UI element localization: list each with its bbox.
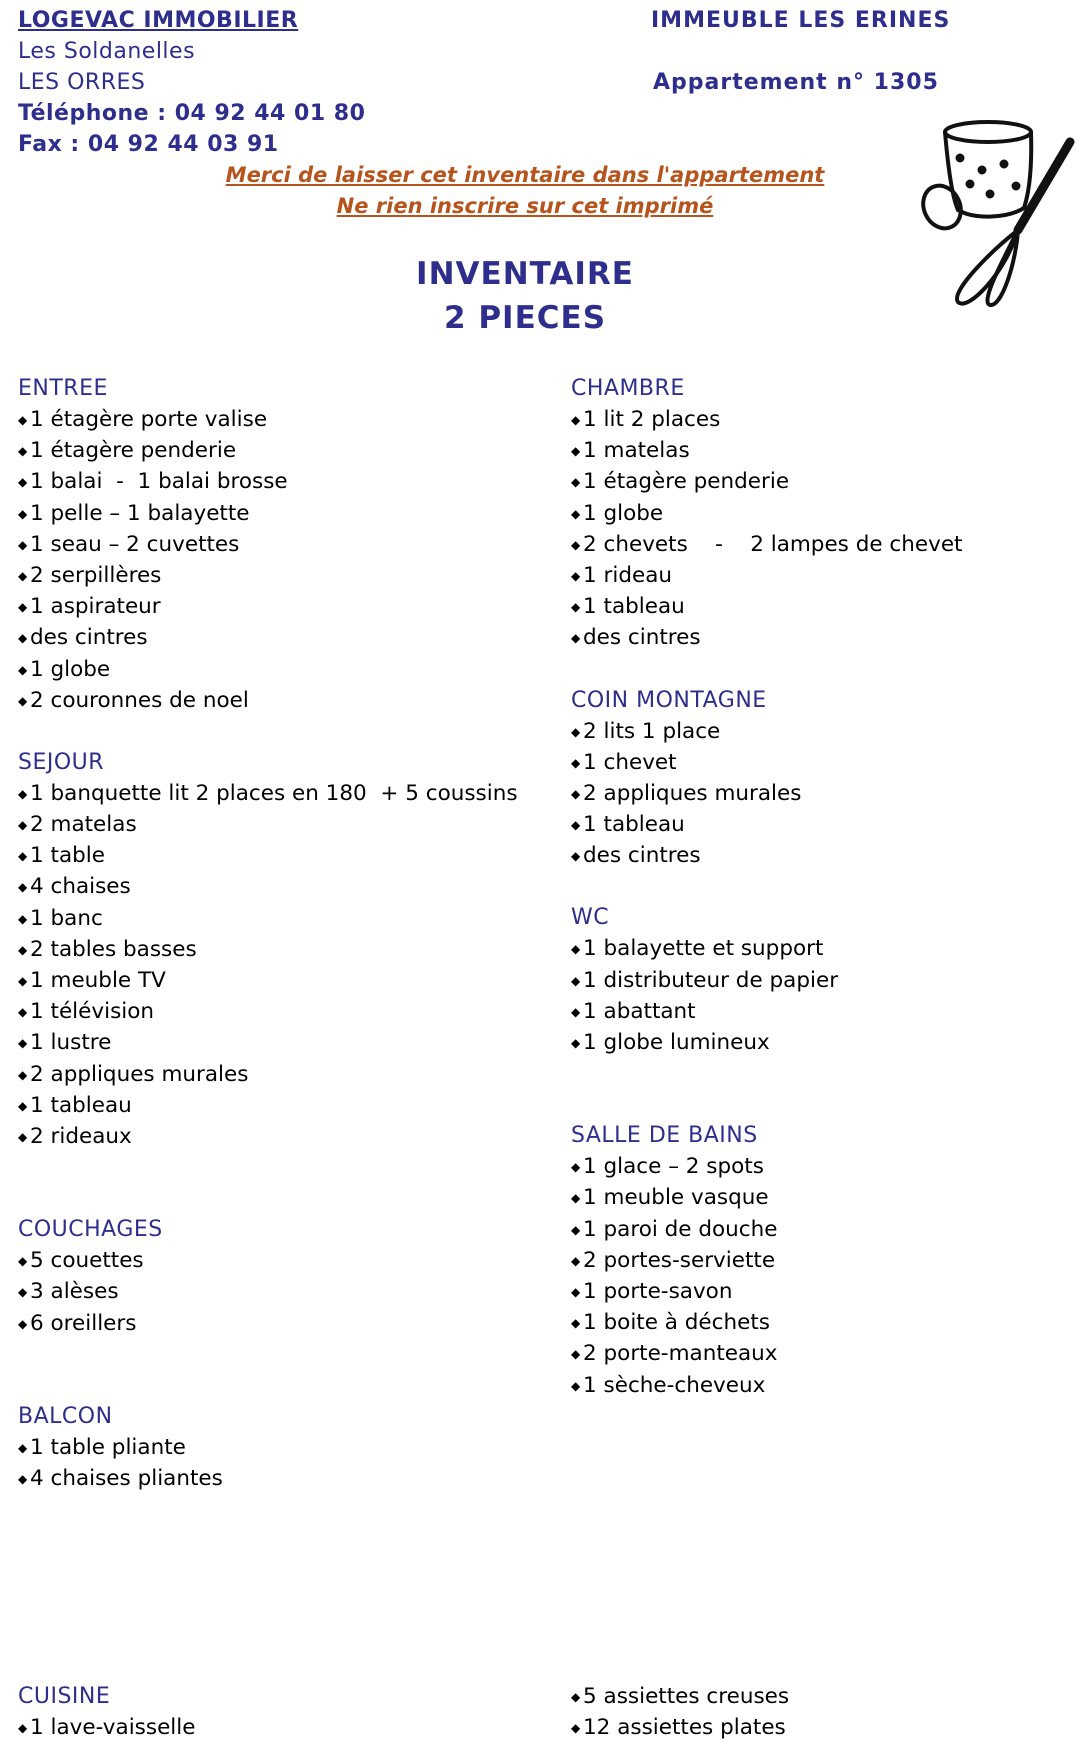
bullet-icon: ◆ [571, 1690, 581, 1704]
bullet-icon: ◆ [18, 444, 28, 459]
company-name: LOGEVAC IMMOBILIER [18, 8, 299, 33]
item-label: 1 lave-vaisselle [30, 1715, 196, 1740]
item-label: 2 porte-manteaux [583, 1341, 778, 1367]
inventory-item [18, 529, 538, 560]
bullet-icon: ◆ [571, 1347, 581, 1362]
item-label: 1 étagère porte valise [30, 407, 268, 432]
inventory-item [18, 965, 538, 996]
bullet-icon: ◆ [18, 1721, 28, 1735]
inventory-item [18, 840, 538, 871]
bullet-icon: ◆ [571, 849, 581, 864]
page-title: INVENTAIRE [416, 256, 634, 292]
inventory-item [571, 1276, 1071, 1307]
bullet-icon: ◆ [18, 1098, 28, 1113]
item-label: 1 abattant [583, 998, 696, 1024]
section-cuisine [18, 1681, 538, 1743]
section-title: CHAMBRE [571, 376, 685, 401]
section-title: ENTREE [18, 376, 108, 401]
bullet-icon: ◆ [18, 475, 28, 490]
item-label: des cintres [30, 625, 148, 651]
item-label: 1 globe [30, 656, 111, 682]
inventory-item [18, 996, 538, 1027]
inventory-item [18, 871, 538, 902]
bullet-icon: ◆ [571, 568, 581, 583]
item-list [571, 404, 1071, 654]
item-label: 2 rideaux [30, 1123, 132, 1149]
inventory-item [571, 996, 1071, 1027]
item-label: 1 aspirateur [30, 594, 161, 620]
item-label: 1 tableau [30, 1092, 132, 1118]
bullet-icon: ◆ [18, 568, 28, 583]
inventory-item [18, 404, 538, 435]
inventory-item [571, 1338, 1071, 1369]
item-label: 2 appliques murales [30, 1061, 249, 1087]
item-label: 4 chaises [30, 874, 131, 900]
bullet-icon: ◆ [571, 1284, 581, 1299]
inventory-item [18, 1463, 538, 1494]
item-label: 1 étagère penderie [583, 469, 790, 495]
item-label: 2 lits 1 place [583, 718, 721, 744]
right-column [571, 373, 1071, 1401]
item-label: 1 distributeur de papier [583, 967, 839, 993]
inventory-item [18, 903, 538, 934]
item-label: 1 sèche-cheveux [583, 1372, 766, 1398]
inventory-item [571, 1681, 1071, 1712]
section-balcon [18, 1401, 538, 1494]
inventory-item [571, 1182, 1071, 1213]
address-line-1: Les Soldanelles [18, 39, 196, 64]
inventory-item [18, 934, 538, 965]
bullet-icon: ◆ [18, 537, 28, 552]
item-list [571, 933, 1071, 1058]
item-list [18, 1712, 538, 1743]
inventory-item [571, 778, 1071, 809]
item-label: 2 appliques murales [583, 780, 802, 806]
bullet-icon: ◆ [18, 818, 28, 833]
section-entree [18, 373, 538, 716]
inventory-item [571, 716, 1071, 747]
bullet-icon: ◆ [18, 1036, 28, 1051]
inventory-item [571, 529, 1071, 560]
bullet-icon: ◆ [571, 1316, 581, 1331]
item-label: des cintres [583, 843, 701, 869]
item-label: des cintres [583, 625, 701, 651]
bullet-icon: ◆ [18, 1129, 28, 1144]
phone-number: Téléphone : 04 92 44 01 80 [18, 101, 366, 126]
bullet-icon: ◆ [18, 600, 28, 615]
item-label: 1 porte-savon [583, 1278, 733, 1304]
section-salle-de-bains [571, 1120, 1071, 1401]
item-list [571, 1681, 1071, 1743]
inventory-item [571, 498, 1071, 529]
bullet-icon: ◆ [571, 475, 581, 490]
item-label: 6 oreillers [30, 1310, 137, 1336]
bullet-icon: ◆ [571, 600, 581, 615]
bullet-icon: ◆ [571, 1721, 581, 1736]
section-title: WC [571, 905, 610, 931]
inventory-item [18, 498, 538, 529]
bullet-icon: ◆ [571, 1160, 581, 1175]
item-label: 1 banquette lit 2 places en 180 + 5 coussins [30, 780, 518, 806]
inventory-item [571, 965, 1071, 996]
item-label: 1 globe [583, 500, 664, 526]
item-label: 1 lustre [30, 1030, 112, 1056]
item-label: 1 balayette et support [583, 936, 824, 962]
item-label: 2 matelas [30, 812, 137, 838]
bullet-icon: ◆ [571, 1222, 581, 1237]
bullet-icon: ◆ [18, 1285, 28, 1300]
bullet-icon: ◆ [18, 974, 28, 988]
inventory-item [571, 1151, 1071, 1182]
cuisine-column [18, 1681, 538, 1743]
item-label: 2 couronnes de noel [30, 687, 249, 713]
item-label: 1 meuble TV [30, 968, 166, 993]
bullet-icon: ◆ [571, 1253, 581, 1268]
inventory-item [571, 1027, 1071, 1058]
item-list [18, 1245, 538, 1339]
item-label: 5 assiettes creuses [583, 1684, 790, 1709]
item-label: 1 paroi de douche [583, 1216, 778, 1242]
item-label: 3 alèses [30, 1279, 119, 1305]
kitchen-continuation-column [571, 1681, 1071, 1743]
bullet-icon: ◆ [571, 1378, 581, 1393]
inventory-item [18, 1276, 538, 1307]
address-line-2: LES ORRES [18, 70, 146, 95]
item-label: 1 rideau [583, 562, 673, 588]
inventory-item [571, 747, 1071, 778]
item-label: 12 assiettes plates [583, 1715, 786, 1741]
notice-do-not-write: Ne rien inscrire sur cet imprimé [336, 194, 714, 218]
bullet-icon: ◆ [18, 413, 28, 427]
inventory-item [18, 1090, 538, 1121]
item-list [18, 778, 538, 1152]
item-label: 4 chaises pliantes [30, 1465, 223, 1491]
bullet-icon: ◆ [571, 1036, 581, 1050]
inventory-item [571, 435, 1071, 466]
bullet-icon: ◆ [571, 973, 581, 988]
inventory-item [18, 685, 538, 716]
section-wc [571, 902, 1071, 1058]
item-label: 2 chevets - 2 lampes de chevet [583, 531, 963, 557]
bullet-icon: ◆ [18, 631, 28, 646]
bullet-icon: ◆ [18, 1005, 28, 1020]
bullet-icon: ◆ [18, 662, 28, 677]
item-label: 1 pelle – 1 balayette [30, 500, 250, 526]
section-title: SEJOUR [18, 749, 105, 775]
inventory-item [18, 591, 538, 622]
inventory-item [18, 654, 538, 685]
bullet-icon: ◆ [18, 1254, 28, 1269]
inventory-item [571, 1712, 1071, 1743]
inventory-item [18, 1245, 538, 1276]
bullet-icon: ◆ [18, 942, 28, 957]
inventory-item [571, 404, 1071, 435]
inventory-item [18, 435, 538, 466]
apartment-number: Appartement n° 1305 [653, 70, 939, 95]
item-label: 2 serpillères [30, 562, 162, 588]
bullet-icon: ◆ [571, 755, 581, 770]
bullet-icon: ◆ [18, 1067, 28, 1082]
inventory-item [571, 933, 1071, 964]
inventory-item [18, 1308, 538, 1339]
section-title: BALCON [18, 1403, 113, 1429]
item-label: 5 couettes [30, 1248, 144, 1274]
inventory-item [571, 1307, 1071, 1338]
section-title: COUCHAGES [18, 1217, 163, 1243]
item-label: 1 balai - 1 balai brosse [30, 469, 288, 495]
item-label: 1 tableau [583, 812, 685, 838]
inventory-item [18, 1059, 538, 1090]
inventory-item [571, 1370, 1071, 1401]
item-label: 1 lit 2 places [583, 407, 721, 432]
bullet-icon: ◆ [571, 1004, 581, 1019]
inventory-item [18, 466, 538, 497]
bullet-icon: ◆ [18, 911, 28, 926]
building-name: IMMEUBLE LES ERINES [651, 8, 951, 33]
left-column [18, 373, 538, 1494]
item-list [18, 1432, 538, 1494]
item-label: 2 tables basses [30, 936, 197, 962]
inventory-item [571, 1245, 1071, 1276]
bullet-icon: ◆ [18, 693, 28, 708]
bullet-icon: ◆ [571, 942, 581, 957]
bullet-icon: ◆ [18, 1471, 28, 1486]
inventory-item [571, 591, 1071, 622]
bullet-icon: ◆ [18, 786, 28, 801]
bullet-icon: ◆ [18, 1316, 28, 1331]
inventory-item [571, 560, 1071, 591]
item-label: 1 banc [30, 905, 103, 931]
inventory-item [571, 622, 1071, 653]
inventory-item [571, 1214, 1071, 1245]
item-list [571, 1151, 1071, 1401]
page-subtitle: 2 PIECES [443, 300, 607, 336]
inventory-item [18, 1712, 538, 1743]
bullet-icon: ◆ [18, 506, 28, 521]
bullet-icon: ◆ [571, 1191, 581, 1206]
item-label: 1 meuble vasque [583, 1185, 769, 1211]
section-title: SALLE DE BAINS [571, 1123, 758, 1149]
section-title: COIN MONTAGNE [571, 687, 767, 713]
inventory-item [571, 466, 1071, 497]
section-chambre [571, 373, 1071, 654]
item-label: 1 tableau [583, 594, 685, 620]
bullet-icon: ◆ [571, 444, 581, 459]
bullet-icon: ◆ [18, 849, 28, 864]
bullet-icon: ◆ [571, 506, 581, 521]
item-list [571, 716, 1071, 872]
bullet-icon: ◆ [571, 786, 581, 801]
item-label: 1 seau – 2 cuvettes [30, 531, 240, 557]
bullet-icon: ◆ [571, 413, 581, 427]
bullet-icon: ◆ [571, 631, 581, 646]
item-label: 1 chevet [583, 749, 677, 775]
bullet-icon: ◆ [18, 880, 28, 895]
item-label: 1 globe lumineux [583, 1030, 770, 1055]
inventory-item [18, 1121, 538, 1152]
bullet-icon: ◆ [571, 724, 581, 739]
section-sejour [18, 747, 538, 1152]
section-title: CUISINE [18, 1684, 111, 1709]
item-label: 1 table [30, 843, 105, 869]
item-label: 1 étagère penderie [30, 438, 237, 464]
bullet-icon: ◆ [18, 1440, 28, 1455]
inventory-item [18, 1027, 538, 1058]
notice-leave-inventory: Merci de laisser cet inventaire dans l'appartement [225, 163, 825, 187]
item-label: 2 portes-serviette [583, 1247, 776, 1273]
inventory-item [571, 840, 1071, 871]
item-label: 1 matelas [583, 438, 690, 464]
item-label: 1 table pliante [30, 1434, 186, 1460]
section-couchages [18, 1214, 538, 1339]
item-label: 1 glace – 2 spots [583, 1154, 764, 1180]
item-label: 1 boite à déchets [583, 1310, 770, 1336]
item-label: 1 télévision [30, 999, 155, 1025]
inventory-item [18, 809, 538, 840]
inventory-item [18, 1432, 538, 1463]
item-list [18, 404, 538, 716]
inventory-item [18, 622, 538, 653]
whisk-and-bowl-icon [920, 112, 1080, 317]
section-coin-montagne [571, 685, 1071, 872]
bullet-icon: ◆ [571, 818, 581, 833]
inventory-item [18, 560, 538, 591]
inventory-item [571, 809, 1071, 840]
inventory-item [18, 778, 538, 809]
bullet-icon: ◆ [571, 537, 581, 552]
fax-number: Fax : 04 92 44 03 91 [18, 132, 279, 157]
